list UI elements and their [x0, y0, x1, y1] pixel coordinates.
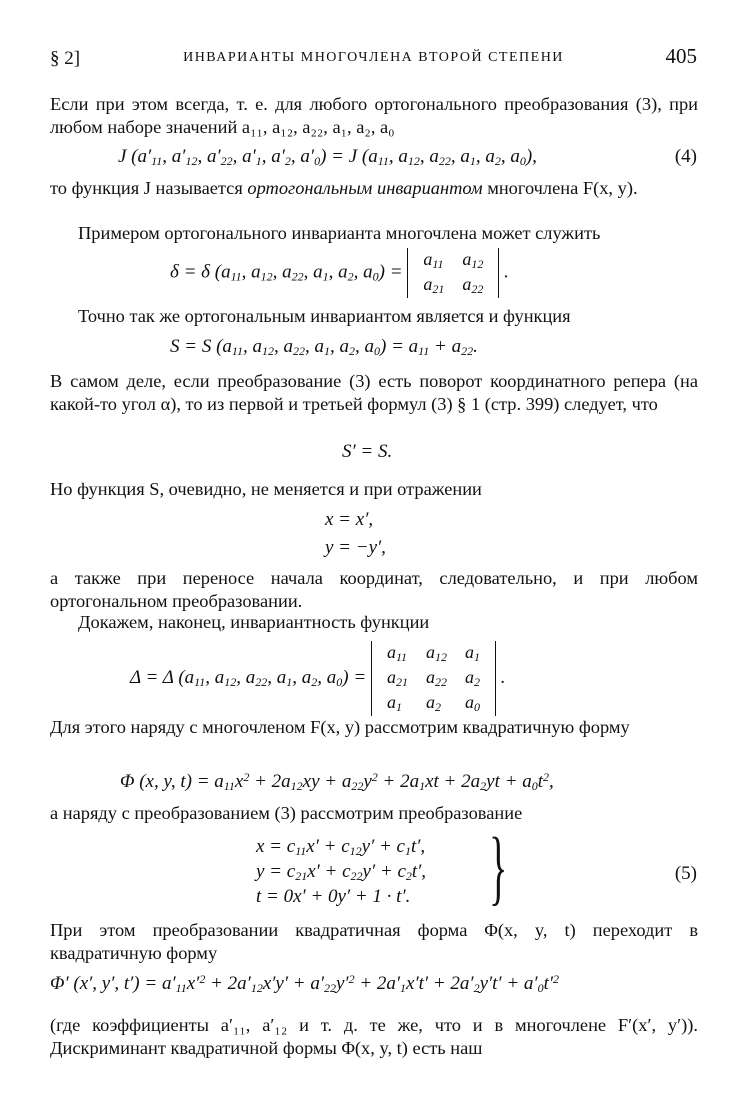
formula-reflection-y: y = −y′,: [325, 537, 386, 558]
section-mark: § 2]: [50, 48, 81, 69]
formula-Delta: Δ = Δ ($a_{11}$, $a_{12}$, $a_{22}$, $a_1$, $a_2$, $a_0$) = $a_{11}$ $a_{12}$ $a_1$ $a_{21}$ $a_{22}$ $a_2$ $a_1$ $a_2$ $a_0$ .: [130, 642, 506, 714]
paragraph-8: Докажем, наконец, инвариантность функции: [78, 612, 430, 632]
formula-delta: δ = δ ($a_{11}$, $a_{12}$, $a_{22}$, $a_1$, $a_2$, $a_0$) = $a_{11}$ $a_{12}$ $a_{21}$ $a_{22}$ .: [170, 249, 509, 296]
formula-5-line-2: $y = c_{21}x' + c_{22}y' + c_2t'$,: [256, 861, 427, 883]
formula-S-prime: S′ = S.: [342, 441, 393, 462]
paragraph-6: Но функция S, очевидно, не меняется и при отражении: [50, 479, 482, 499]
formula-S: S = S ($a_{11}$, $a_{12}$, $a_{22}$, $a_1$, $a_2$, $a_0) = a_{11} + a_{22}$.: [170, 336, 478, 358]
equation-number-4: (4): [674, 146, 697, 167]
paragraph-12: (где коэффициенты a′₁₁, a′₁₂ и т. д. те же, что и в многочлене F′(x′, y′)). Дискриминант квадратичной формы Φ(x, y, t) есть наш: [50, 1015, 698, 1058]
formula-Phi: Φ (x, y, $t) = a_{11}x^2 + 2a_{12}xy + a_{22}y^2 + 2a_1xt + 2a_2yt + a_0t^2$,: [120, 770, 554, 793]
formula-Phi-prime: Φ′ (x′, y′, $t') = a'_{11}x'^2 + 2a'_{12}x'y' + a'_{22}y'^2 + 2a'_1x't' + 2a'_2y't' + a'_0t'^2$: [50, 972, 560, 995]
paragraph-11: При этом преобразовании квадратичная форма Φ(x, y, t) переходит в квадратичную форму: [50, 920, 698, 963]
paragraph-1: Если при этом всегда, т. е. для любого ортогонального преобразования (3), при любом наборе значений a₁₁, a₁₂, a₂₂, a₁, a₂, a₀: [50, 94, 698, 137]
header-title: ИНВАРИАНТЫ МНОГОЧЛЕНА ВТОРОЙ СТЕПЕНИ: [183, 50, 564, 65]
paragraph-2: то функция J называется ортогональным инвариантом многочлена F(x, y).: [50, 178, 638, 198]
paragraph-5: В самом деле, если преобразование (3) есть поворот координатного репера (на какой-то угол α), то из первой и третьей формул (3) § 1 (стр. 399) следует, что: [50, 371, 698, 414]
formula-5-line-1: $x = c_{11}x' + c_{12}y' + c_1t'$,: [256, 836, 426, 858]
paragraph-10: а наряду с преобразованием (3) рассмотрим преобразование: [50, 803, 523, 823]
formula-4: J ($a'_{11}$, $a'_{12}$, $a'_{22}$, $a'_1$, $a'_2$, $a'_0) = J$ ($a_{11}$, $a_{12}$, $a_{22}$, $a_1$, $a_2$, $a_0$),: [118, 146, 537, 168]
page-number: 405: [665, 44, 697, 68]
paragraph-4: Точно так же ортогональным инвариантом является и функция: [78, 306, 571, 326]
formula-5-line-3: t = 0x′ + 0y′ + 1 · t′.: [256, 886, 411, 907]
paragraph-7: а также при переносе начала координат, следовательно, и при любом ортогональном преобразовании.: [50, 568, 698, 611]
formula-reflection-x: x = x′,: [325, 509, 374, 530]
emphasis: ортогональным инвариантом: [247, 178, 483, 198]
paragraph-9: Для этого наряду с многочленом F(x, y) рассмотрим квадратичную форму: [50, 717, 630, 737]
right-brace: }: [489, 821, 508, 914]
equation-number-5: (5): [674, 863, 697, 884]
running-header: [50, 44, 697, 74]
paragraph-3: Примером ортогонального инварианта многочлена может служить: [78, 223, 601, 243]
